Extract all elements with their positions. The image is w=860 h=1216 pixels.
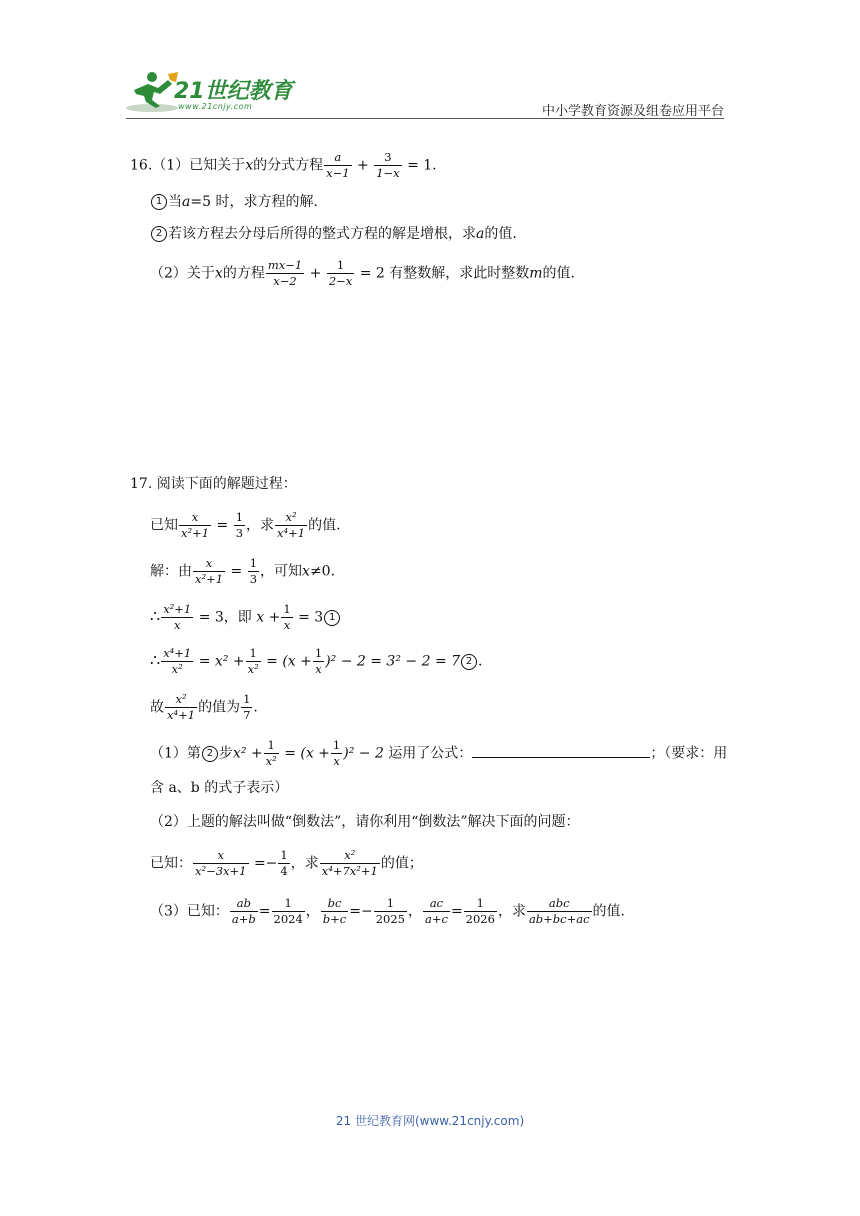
- fraction: $\frac{\text{x²+1}}{x}$: [163, 602, 192, 632]
- fraction: $\frac{1}{7}$: [243, 692, 251, 722]
- header-divider: [126, 118, 724, 119]
- running-figure-icon: [122, 68, 182, 116]
- logo: [122, 68, 292, 116]
- fraction: $\frac{1}{2024}$: [273, 896, 303, 926]
- fraction: $\frac{x}{\text{x²+1}}$: [195, 556, 224, 586]
- fraction: $\frac{\text{x²}}{\text{x⁴+7x²+1}}$: [321, 848, 378, 878]
- q17-part1-cont: 含 a、b 的式子表示）: [150, 780, 289, 796]
- fraction: $\frac{1}{3}$: [249, 556, 258, 586]
- fraction: $\frac{1}{4}$: [280, 848, 288, 878]
- q17-number: 17.: [130, 476, 153, 492]
- fraction: $\frac{\text{x²}}{\text{x⁴+1}}$: [277, 510, 306, 540]
- circled-number: 2: [461, 654, 477, 670]
- fraction: $\frac{a}{x-1}$: [326, 150, 350, 180]
- fraction: $\frac{1}{x}$: [283, 602, 291, 632]
- fraction: $\frac{3}{1-x}$: [376, 150, 400, 180]
- fraction: $\frac{1}{x}$: [332, 738, 341, 768]
- fraction: $\frac{1}{3}$: [235, 510, 244, 540]
- fraction: $\frac{1}{\text{x²}}$: [247, 646, 259, 676]
- fraction: $\frac{\text{x⁴+1}}{\text{x²}}$: [163, 646, 192, 676]
- fraction: $\frac{x}{\text{x²−3x+1}}$: [195, 848, 247, 878]
- circled-number: 2: [151, 226, 167, 242]
- fraction: $\frac{1}{\text{x²}}$: [265, 738, 277, 768]
- logo-text: 21世纪教育: [174, 79, 293, 104]
- fraction: $\frac{ab}{a+b}$: [231, 896, 256, 926]
- fraction: $\frac{bc}{b+c}$: [322, 896, 347, 926]
- q16-sub2: 2 若该方程去分母后所得的整式方程的解是增根，求a的值.: [150, 224, 517, 244]
- fraction: $\frac{x}{\text{x²+1}}$: [181, 510, 210, 540]
- q16-number: 16.: [130, 157, 153, 174]
- page-footer[interactable]: 21 世纪教育网(www.21cnjy.com): [335, 1114, 525, 1128]
- q17-given: 已知 $\frac{x}{\text{x²+1}}$ = $\frac{1}{3}$ ，求 $\frac{\text{x²}}{\text{x⁴+1}}$ 的值.: [150, 510, 341, 540]
- fraction: $\frac{ac}{a+c}$: [425, 896, 448, 926]
- circled-number: 1: [324, 610, 340, 626]
- fraction: $\frac{1}{2025}$: [375, 896, 405, 926]
- q16-part1: 16.（1）已知关于x的分式方程 $\frac{a}{x-1}$ + $\frac{3}{1-x}$ = 1.: [130, 150, 437, 180]
- fraction: $\frac{1}{2026}$: [465, 896, 495, 926]
- platform-name: 中小学教育资源及组卷应用平台: [541, 104, 724, 119]
- fraction: $\frac{\text{abc}}{ab+bc+ac}$: [528, 896, 590, 926]
- q17-solution-line3: ∴ $\frac{\text{x⁴+1}}{\text{x²}}$ = x² + $\frac{1}{\text{x²}}$ = (x + $\frac{1}{x}$ )² − 2 = 3² − 2 = 7 2 .: [150, 646, 483, 676]
- circled-number: 1: [151, 194, 167, 210]
- q17-part3: （3）已知： $\frac{ab}{a+b}$ = $\frac{1}{2024}$ ， $\frac{bc}{b+c}$ =− $\frac{1}{2025}$ ， $\frac{ac}{a+c}$ = $\frac{1}{2026}$ ，求 $\frac{\text{abc}}{ab+bc+ac}$ 的值.: [150, 896, 625, 926]
- q17-intro: 17. 阅读下面的解题过程：: [130, 476, 297, 492]
- q17-conclusion: 故 $\frac{\text{x²}}{\text{x⁴+1}}$ 的值为 $\frac{1}{7}$ .: [150, 692, 258, 722]
- logo-url: www.21cnjy.com: [178, 102, 253, 111]
- fraction: $\frac{mx-1}{x-2}$: [267, 258, 303, 288]
- q16-sub1: 1 当a=5 时，求方程的解.: [150, 192, 318, 212]
- answer-blank[interactable]: [472, 743, 650, 758]
- fraction: $\frac{1}{x}$: [314, 646, 323, 676]
- q16-part2: （2）关于x的方程 $\frac{mx-1}{x-2}$ + $\frac{1}{2-x}$ = 2 有整数解，求此时整数m的值.: [150, 258, 575, 288]
- q17-solution-line1: 解：由 $\frac{x}{\text{x²+1}}$ = $\frac{1}{3}$ ，可知x≠0.: [150, 556, 336, 586]
- circled-number: 2: [202, 746, 218, 762]
- q17-part2: （2）上题的解法叫做“倒数法”，请你利用“倒数法”解决下面的问题：: [150, 814, 580, 830]
- q17-part2-given: 已知： $\frac{x}{\text{x²−3x+1}}$ =− $\frac{1}{4}$ ，求 $\frac{\text{x²}}{\text{x⁴+7x²+1}}$ 的值；: [150, 848, 423, 878]
- q17-part1: （1）第 2 步x² + $\frac{1}{\text{x²}}$ = (x + $\frac{1}{x}$ )² − 2 运用了公式： ；（要求：用: [150, 738, 728, 768]
- fraction: $\frac{\text{x²}}{\text{x⁴+1}}$: [167, 692, 196, 722]
- fraction: $\frac{1}{2-x}$: [328, 258, 353, 288]
- q17-solution-line2: ∴ $\frac{\text{x²+1}}{x}$ = 3，即 x + $\frac{1}{x}$ = 3 1: [150, 602, 341, 633]
